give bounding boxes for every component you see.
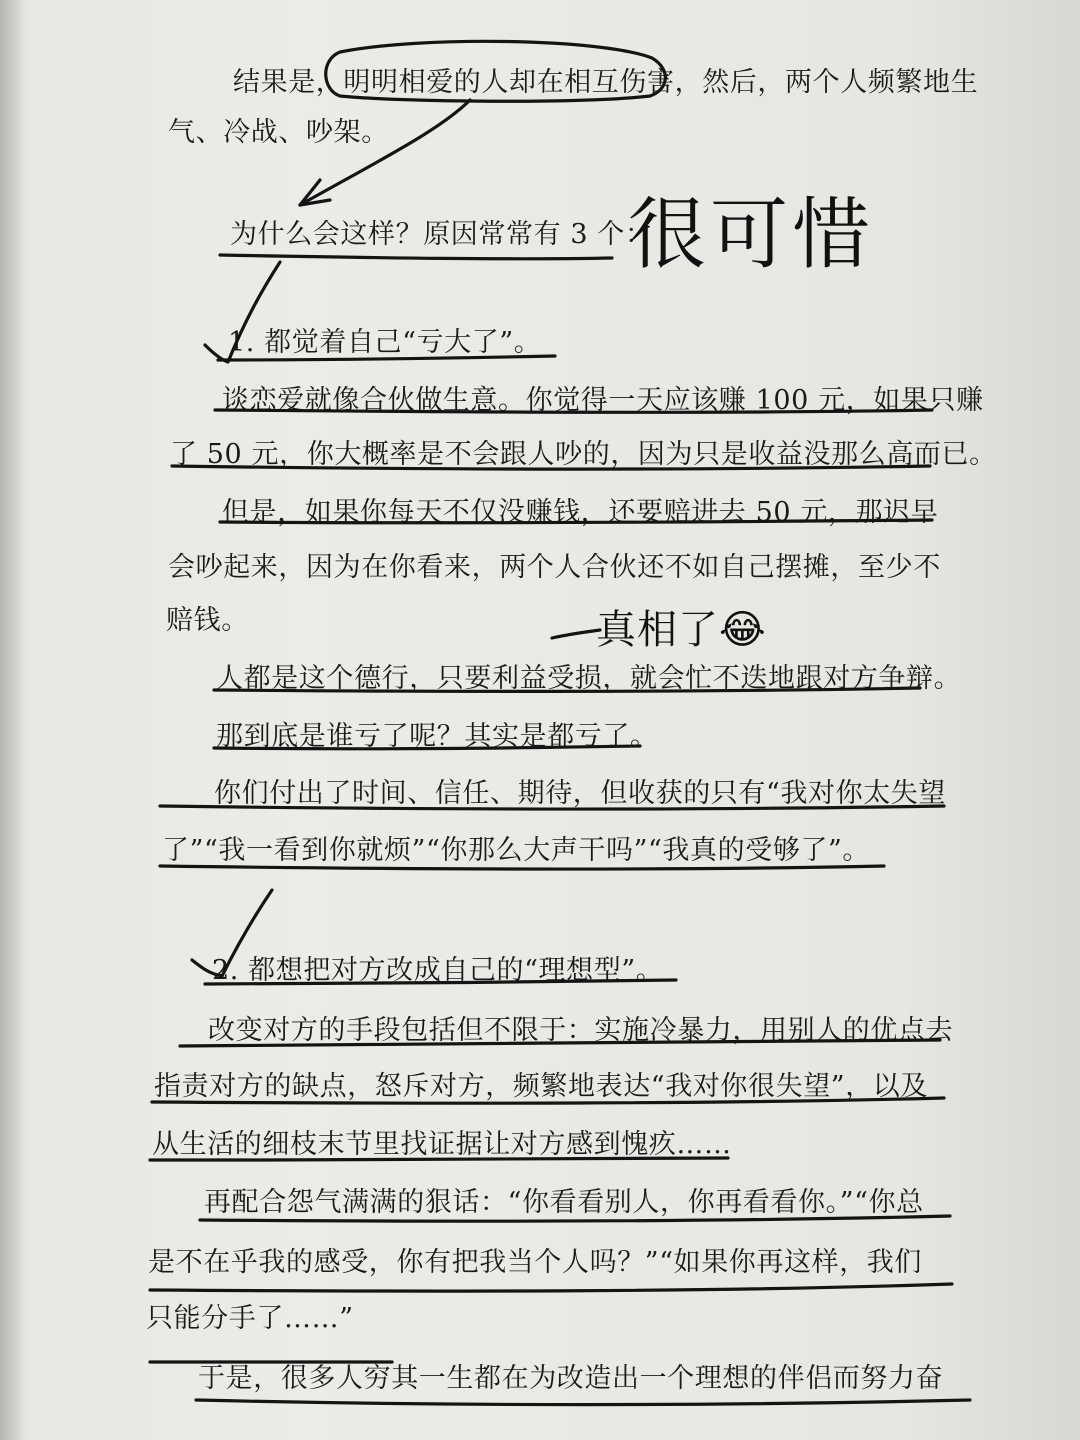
text-line: 再配合怨气满满的狠话：“你看看别人，你再看看你。”“你总 — [204, 1187, 924, 1218]
underline-mark — [150, 1284, 952, 1291]
handwritten-note-truth: 真相了😂 — [596, 607, 767, 653]
text-line: 会吵起来，因为在你看来，两个人合伙还不如自己摆摊，至少不 — [168, 552, 941, 583]
handwritten-note-pity: 很可惜 — [628, 190, 875, 280]
text-line: 了”“我一看到你就烦”“你那么大声干吗”“我真的受够了”。 — [162, 835, 871, 866]
text-line: 是不在乎我的感受，你有把我当个人吗？”“如果你再这样，我们 — [148, 1247, 923, 1278]
text-line: 赔钱。 — [166, 605, 249, 636]
text-line: 指责对方的缺点，怒斥对方，频繁地表达“我对你很失望”，以及 — [154, 1071, 929, 1102]
text-line: 了 50 元，你大概率是不会跟人吵的，因为只是收益没那么高而已。 — [170, 439, 997, 470]
text-line: 只能分手了……” — [146, 1303, 354, 1334]
text-line: 但是，如果你每天不仅没赚钱，还要赔进去 50 元，那迟早 — [222, 497, 939, 528]
text-line: 为什么会这样？原因常常有 3 个： — [230, 219, 653, 250]
text-line: 于是，很多人穷其一生都在为改造出一个理想的伴侣而努力奋 — [198, 1363, 944, 1394]
text-line: 结果是，明明相爱的人却在相互伤害，然后，两个人频繁地生 — [233, 67, 979, 98]
text-line: 从生活的细枝末节里找证据让对方感到愧疚…… — [152, 1129, 732, 1160]
text-line: 人都是这个德行，只要利益受损，就会忙不迭地跟对方争辩。 — [216, 663, 962, 694]
text-line: 你们付出了时间、信任、期待，但收获的只有“我对你太失望 — [214, 778, 947, 809]
text-line: 改变对方的手段包括但不限于：实施冷暴力，用别人的优点去 — [208, 1015, 954, 1046]
text-line: 那到底是谁亏了呢？其实是都亏了。 — [216, 721, 658, 752]
section-heading: 1. 都觉着自己“亏大了”。 — [228, 327, 542, 358]
underline-mark — [196, 1400, 970, 1405]
underline-mark — [220, 255, 612, 259]
text-line: 气、冷战、吵架。 — [168, 117, 389, 148]
text-line: 谈恋爱就像合伙做生意。你觉得一天应该赚 100 元，如果只赚 — [222, 385, 984, 416]
section-heading: 2. 都想把对方改成自己的“理想型”。 — [212, 955, 664, 986]
page-gutter-shadow — [0, 0, 22, 1440]
